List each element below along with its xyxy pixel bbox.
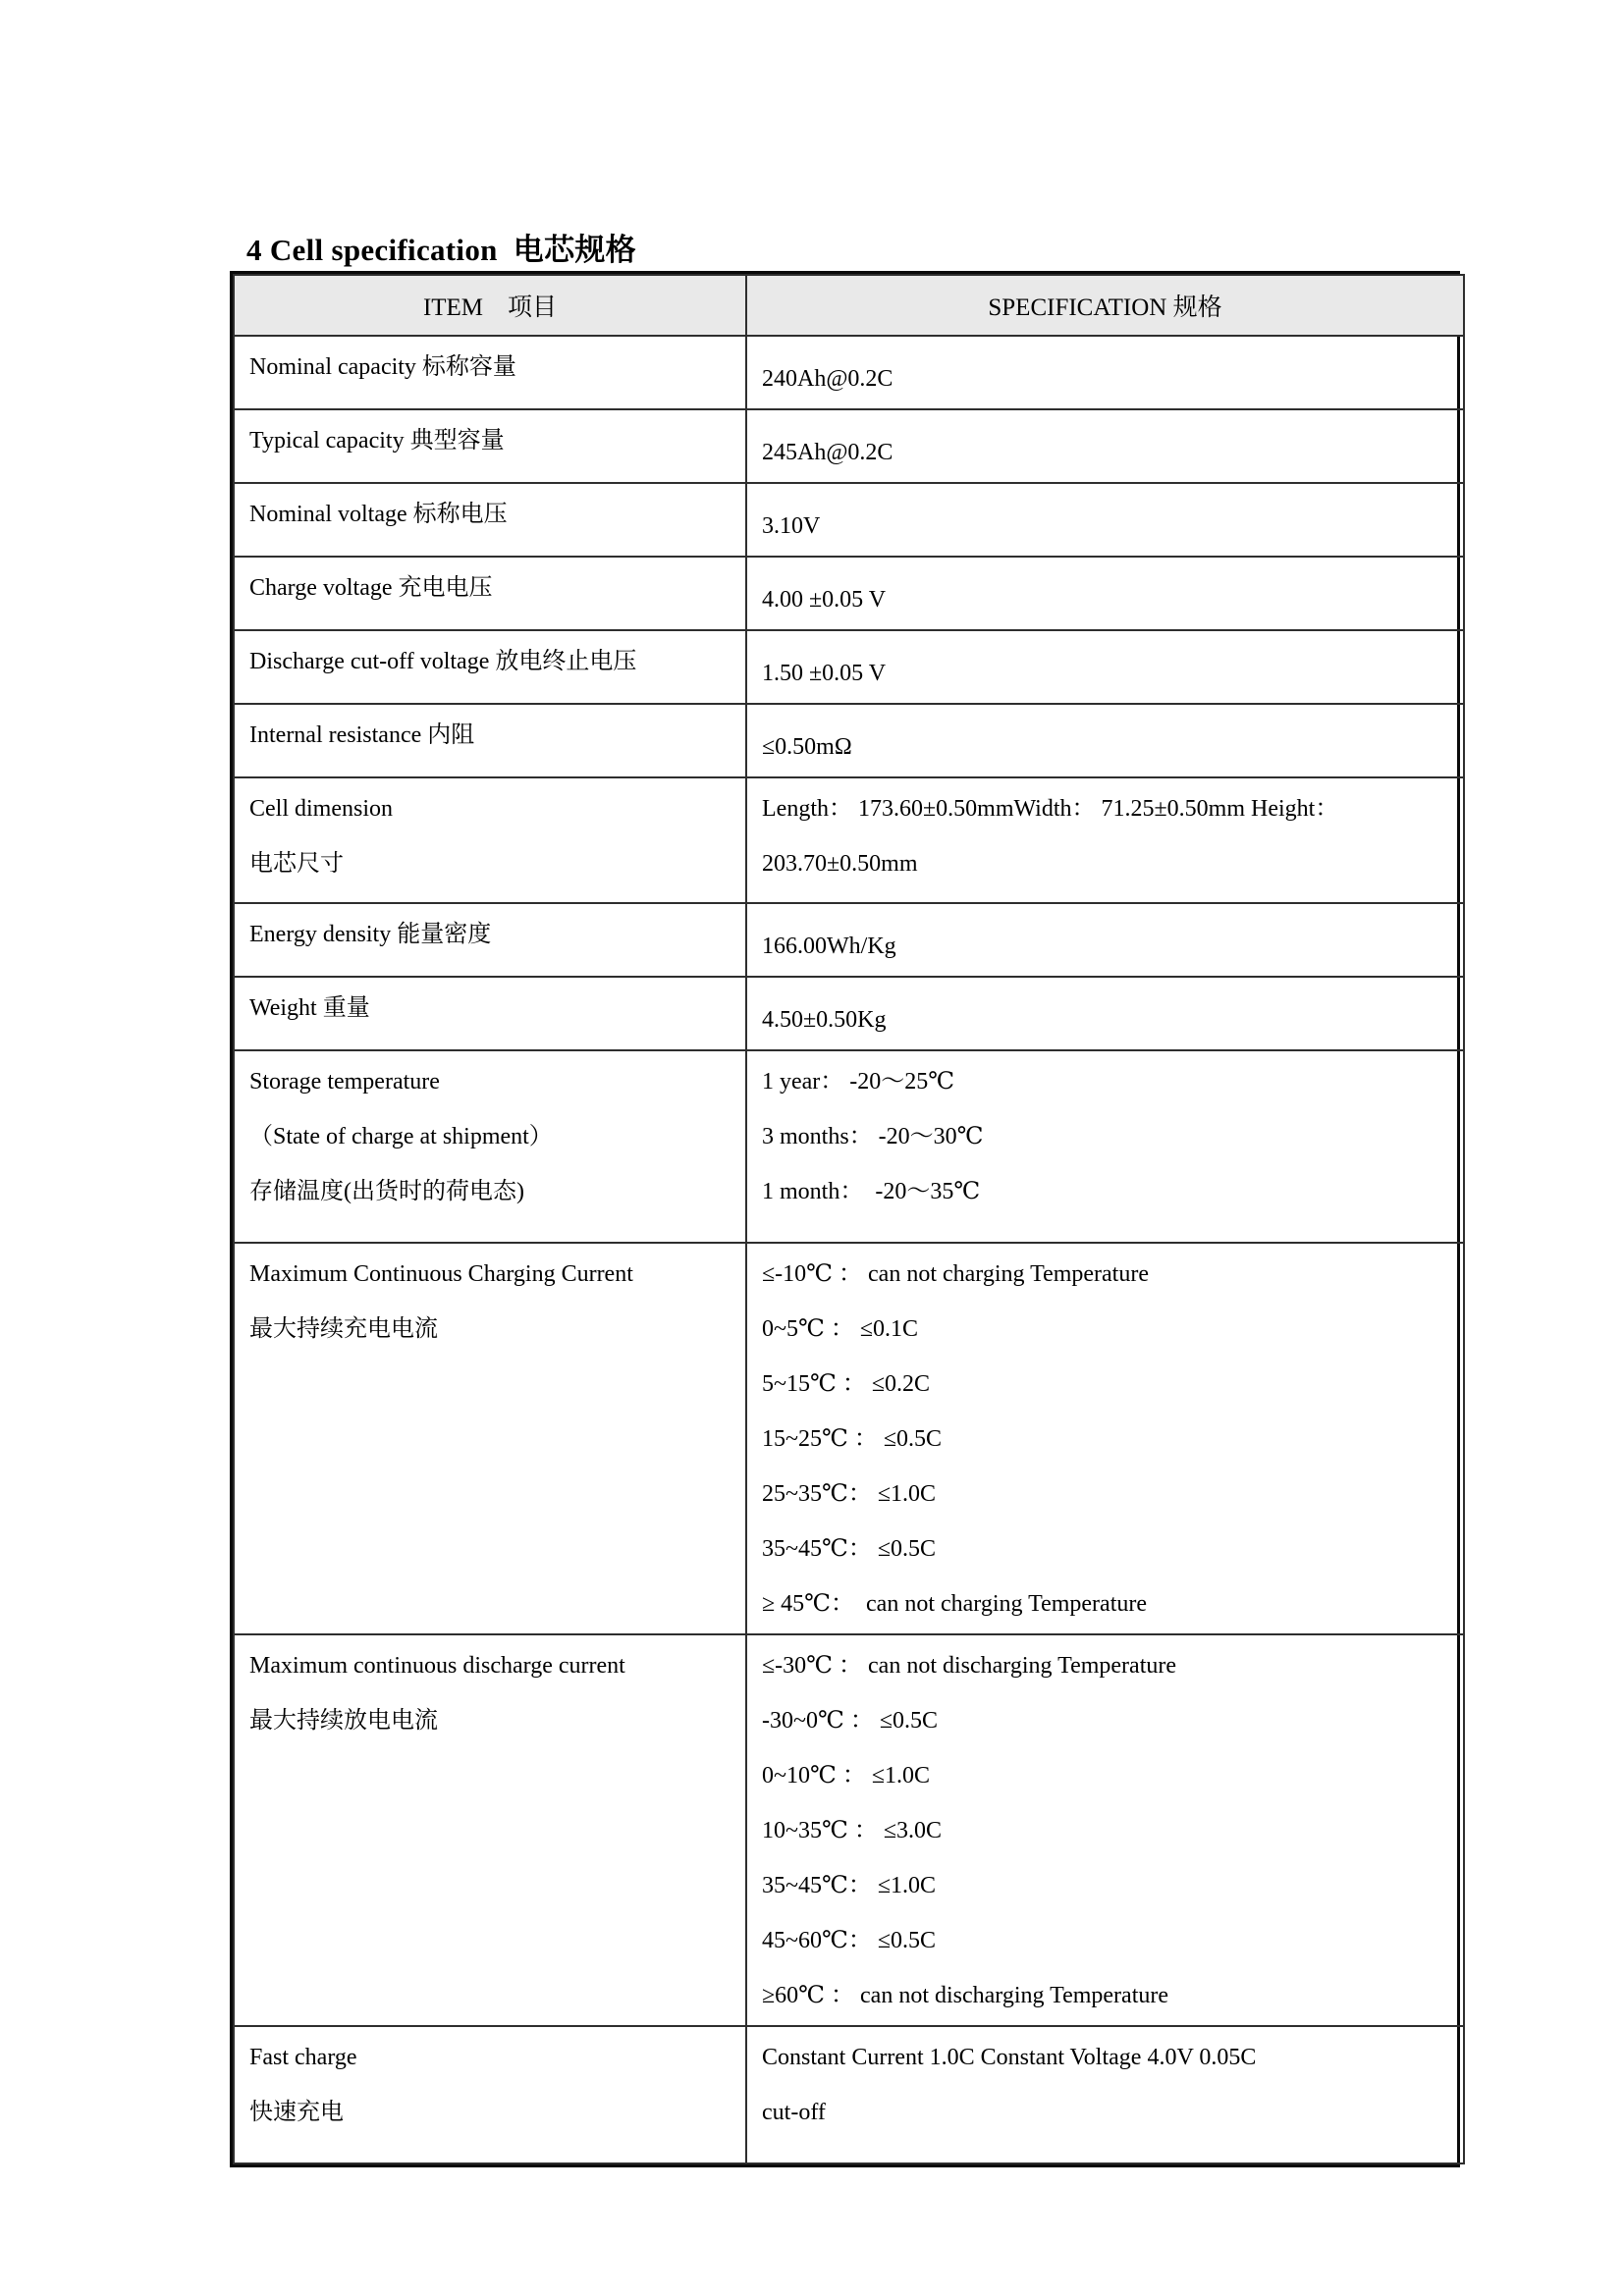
item-line: Storage temperature	[249, 1069, 440, 1095]
spec-line: 35~45℃： ≤0.5C	[762, 1536, 937, 1562]
item-line: Energy density 能量密度	[249, 922, 492, 947]
spec-line: 245Ah@0.2C	[762, 440, 893, 465]
spec-cell	[746, 777, 1464, 903]
table-row	[234, 903, 1464, 977]
spec-line: 15~25℃ ： ≤0.5C	[762, 1426, 943, 1452]
item-line: Discharge cut-off voltage 放电终止电压	[249, 649, 637, 674]
spec-line: 10~35℃ ： ≤3.0C	[762, 1818, 943, 1843]
item-cell	[234, 777, 746, 903]
spec-line: 166.00Wh/Kg	[762, 934, 896, 959]
spec-line: ≤-10℃ ： can not charging Temperature	[762, 1261, 1149, 1287]
item-cell	[234, 557, 746, 630]
table-row	[234, 2026, 1464, 2163]
item-line: 最大持续充电电流	[249, 1316, 438, 1342]
item-cell	[234, 1050, 746, 1243]
spec-cell	[746, 903, 1464, 977]
spec-cell	[746, 483, 1464, 557]
table-row	[234, 1050, 1464, 1243]
spec-line: ≤0.50mΩ	[762, 734, 852, 760]
item-line: 最大持续放电电流	[249, 1708, 438, 1734]
spec-line: 0~5℃ ： ≤0.1C	[762, 1316, 919, 1342]
table-header-row	[234, 275, 1464, 336]
item-line: Nominal voltage 标称电压	[249, 502, 508, 527]
item-cell	[234, 630, 746, 704]
item-line: Maximum Continuous Charging Current	[249, 1261, 633, 1287]
item-cell	[234, 483, 746, 557]
spec-line: 35~45℃： ≤1.0C	[762, 1873, 937, 1898]
table-row	[234, 1243, 1464, 1634]
section-title: 4 Cell specification 电芯规格	[246, 233, 636, 267]
spec-line: ≥ 45℃： can not charging Temperature	[762, 1591, 1148, 1617]
item-cell	[234, 903, 746, 977]
table-row	[234, 704, 1464, 777]
spec-cell	[746, 1243, 1464, 1634]
table-row	[234, 336, 1464, 409]
spec-line: -30~0℃ ： ≤0.5C	[762, 1708, 939, 1734]
spec-cell	[746, 1050, 1464, 1243]
table-body	[234, 336, 1464, 2163]
item-line: Weight 重量	[249, 995, 370, 1021]
table-row	[234, 557, 1464, 630]
spec-cell	[746, 409, 1464, 483]
spec-line: ≥60℃ ： can not discharging Temperature	[762, 1983, 1169, 2008]
spec-cell	[746, 977, 1464, 1050]
item-cell	[234, 1634, 746, 2026]
spec-line: 1 year： -20～25℃	[762, 1069, 955, 1095]
item-line: 快速充电	[249, 2100, 344, 2125]
table-row	[234, 409, 1464, 483]
spec-line: 0~10℃ ： ≤1.0C	[762, 1763, 931, 1789]
item-cell	[234, 2026, 746, 2163]
spec-line: 5~15℃ ： ≤0.2C	[762, 1371, 931, 1397]
spec-cell	[746, 2026, 1464, 2163]
spec-cell	[746, 704, 1464, 777]
item-column-header: ITEM 项目	[234, 275, 746, 336]
spec-cell	[746, 557, 1464, 630]
spec-line: 3 months： -20～30℃	[762, 1124, 984, 1149]
item-line: Fast charge	[249, 2045, 357, 2070]
spec-line: 1 month： -20～35℃	[762, 1179, 981, 1204]
item-line: （State of charge at shipment）	[249, 1124, 553, 1149]
table-row	[234, 777, 1464, 903]
spec-cell	[746, 336, 1464, 409]
item-cell	[234, 336, 746, 409]
table-row	[234, 630, 1464, 704]
item-line: Maximum continuous discharge current	[249, 1653, 625, 1679]
item-cell	[234, 1243, 746, 1634]
spec-line: 1.50 ±0.05 V	[762, 661, 887, 686]
item-line: Charge voltage 充电电压	[249, 575, 493, 601]
table-row	[234, 977, 1464, 1050]
item-cell	[234, 704, 746, 777]
item-cell	[234, 409, 746, 483]
spec-line: 4.50±0.50Kg	[762, 1007, 887, 1033]
item-line: Nominal capacity 标称容量	[249, 354, 516, 380]
spec-line: Constant Current 1.0C Constant Voltage 4.0V 0.05C	[762, 2045, 1257, 2070]
item-line: Internal resistance 内阻	[249, 722, 475, 748]
item-line: Typical capacity 典型容量	[249, 428, 505, 454]
spec-cell	[746, 1634, 1464, 2026]
spec-line: 4.00 ±0.05 V	[762, 587, 887, 613]
spec-line: 25~35℃： ≤1.0C	[762, 1481, 937, 1507]
specification-column-header: SPECIFICATION 规格	[746, 275, 1464, 336]
spec-line: 45~60℃： ≤0.5C	[762, 1928, 937, 1953]
item-line: 电芯尺寸	[249, 851, 344, 877]
cell-spec-table	[233, 274, 1465, 2164]
table-row	[234, 483, 1464, 557]
spec-line: 240Ah@0.2C	[762, 366, 893, 392]
item-line: 存储温度(出货时的荷电态)	[249, 1179, 524, 1204]
spec-line: 3.10V	[762, 513, 821, 539]
table-row	[234, 1634, 1464, 2026]
spec-cell	[746, 630, 1464, 704]
spec-line: 203.70±0.50mm	[762, 851, 918, 877]
spec-line: Length： 173.60±0.50mmWidth： 71.25±0.50mm Height：	[762, 796, 1339, 822]
spec-line: ≤-30℃ ： can not discharging Temperature	[762, 1653, 1177, 1679]
item-cell	[234, 977, 746, 1050]
cell-spec-table-wrap	[230, 271, 1460, 2167]
item-line: Cell dimension	[249, 796, 393, 822]
spec-line: cut-off	[762, 2100, 826, 2125]
